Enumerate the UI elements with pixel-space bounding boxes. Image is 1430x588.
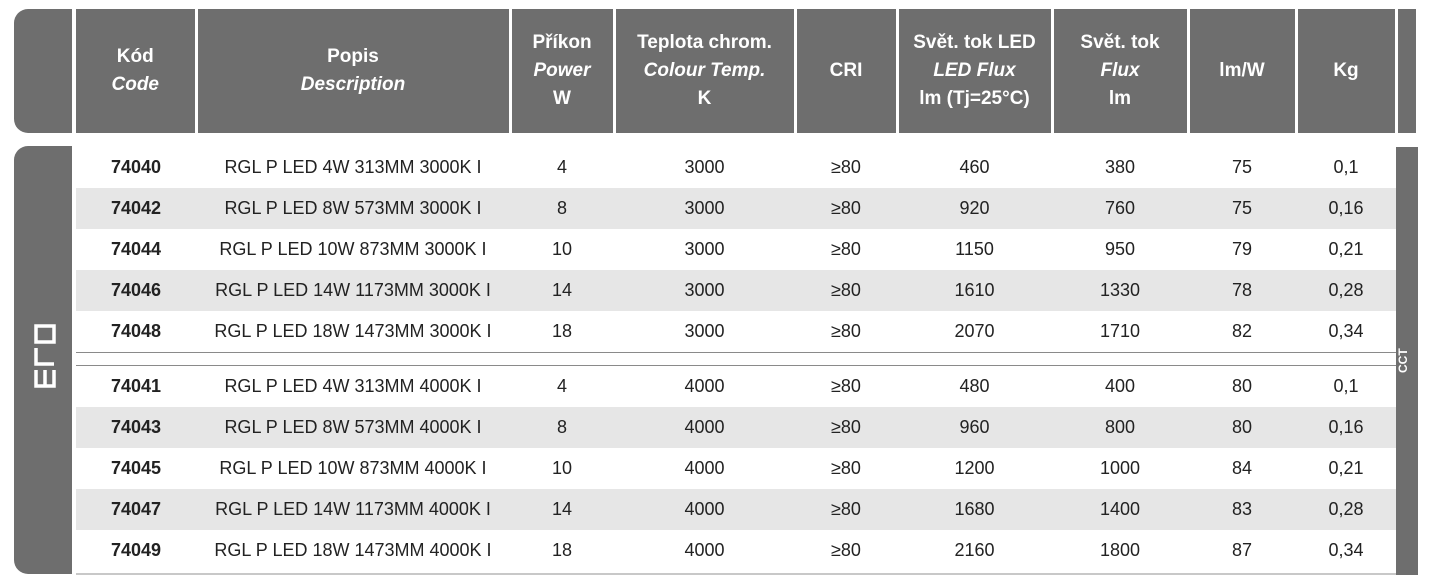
- cell-cri: ≥80: [795, 366, 897, 408]
- cell-power: 10: [510, 229, 614, 270]
- cell-temp: 3000: [614, 188, 795, 229]
- cell-ledflux: 1150: [897, 229, 1052, 270]
- table-row: [76, 311, 1396, 353]
- cell-power: 4: [510, 366, 614, 408]
- cell-lmw: 79: [1188, 229, 1296, 270]
- cell-temp: 4000: [614, 448, 795, 489]
- cell-flux: 1330: [1052, 270, 1188, 311]
- cell-kg: 0,16: [1296, 407, 1396, 448]
- cell-ledflux: 1610: [897, 270, 1052, 311]
- col-header-lm-per-w: lm/W: [1188, 9, 1296, 133]
- cell-code: 74045: [76, 448, 196, 489]
- left-side-tab-header: [14, 9, 72, 133]
- table-row: [76, 147, 1396, 188]
- col-header-colour-temp: Teplota chrom. Colour Temp. K: [614, 9, 795, 133]
- col-header-led-flux: Svět. tok LED LED Flux lm (Tj=25°C): [897, 9, 1052, 133]
- table-row: [76, 407, 1396, 448]
- cell-code: 74047: [76, 489, 196, 530]
- cell-code: 74048: [76, 311, 196, 353]
- cell-cri: ≥80: [795, 311, 897, 353]
- table-row: [76, 448, 1396, 489]
- cell-kg: 0,16: [1296, 188, 1396, 229]
- cell-ledflux: 960: [897, 407, 1052, 448]
- cell-ledflux: 480: [897, 366, 1052, 408]
- table-row: [76, 270, 1396, 311]
- cell-lmw: 80: [1188, 407, 1296, 448]
- cell-kg: 0,1: [1296, 366, 1396, 408]
- cell-desc: RGL P LED 8W 573MM 3000K I: [196, 188, 510, 229]
- cct-label: CCT: [1396, 348, 1410, 374]
- cell-lmw: 80: [1188, 366, 1296, 408]
- cell-code: 74043: [76, 407, 196, 448]
- cell-kg: 0,28: [1296, 270, 1396, 311]
- table-header: [76, 9, 1416, 133]
- cell-kg: 0,34: [1296, 311, 1396, 353]
- cell-cri: ≥80: [795, 448, 897, 489]
- cell-desc: RGL P LED 14W 1173MM 4000K I: [196, 489, 510, 530]
- cell-code: 74040: [76, 147, 196, 188]
- cell-lmw: 87: [1188, 530, 1296, 571]
- cell-desc: RGL P LED 4W 313MM 4000K I: [196, 366, 510, 408]
- bottom-rule: [76, 573, 1396, 575]
- cell-code: 74041: [76, 366, 196, 408]
- cell-flux: 1800: [1052, 530, 1188, 571]
- cell-temp: 4000: [614, 407, 795, 448]
- cell-desc: RGL P LED 8W 573MM 4000K I: [196, 407, 510, 448]
- cell-lmw: 75: [1188, 147, 1296, 188]
- cell-flux: 1710: [1052, 311, 1188, 353]
- cell-power: 8: [510, 188, 614, 229]
- cell-cri: ≥80: [795, 407, 897, 448]
- cell-desc: RGL P LED 4W 313MM 3000K I: [196, 147, 510, 188]
- cell-ledflux: 1200: [897, 448, 1052, 489]
- cell-power: 18: [510, 311, 614, 353]
- cell-kg: 0,34: [1296, 530, 1396, 571]
- cell-kg: 0,28: [1296, 489, 1396, 530]
- cell-temp: 4000: [614, 366, 795, 408]
- col-header-spacer: [1396, 9, 1416, 133]
- group-separator: [76, 353, 1396, 366]
- cell-power: 18: [510, 530, 614, 571]
- table-row: [76, 366, 1396, 408]
- table-row: [76, 188, 1396, 229]
- cell-flux: 1000: [1052, 448, 1188, 489]
- table-row: [76, 489, 1396, 530]
- cell-flux: 950: [1052, 229, 1188, 270]
- cell-code: 74042: [76, 188, 196, 229]
- cell-flux: 800: [1052, 407, 1188, 448]
- cell-desc: RGL P LED 18W 1473MM 4000K I: [196, 530, 510, 571]
- cell-lmw: 82: [1188, 311, 1296, 353]
- cell-ledflux: 920: [897, 188, 1052, 229]
- cell-code: 74044: [76, 229, 196, 270]
- cell-temp: 4000: [614, 489, 795, 530]
- table-row: [76, 530, 1396, 571]
- cell-kg: 0,1: [1296, 147, 1396, 188]
- cell-temp: 3000: [614, 311, 795, 353]
- cell-temp: 3000: [614, 270, 795, 311]
- cell-flux: 760: [1052, 188, 1188, 229]
- cell-cri: ≥80: [795, 188, 897, 229]
- cell-flux: 1400: [1052, 489, 1188, 530]
- cell-temp: 3000: [614, 147, 795, 188]
- table-row: [76, 229, 1396, 270]
- cell-lmw: 84: [1188, 448, 1296, 489]
- col-header-code: Kód Code: [76, 9, 196, 133]
- cell-temp: 3000: [614, 229, 795, 270]
- cell-flux: 380: [1052, 147, 1188, 188]
- cell-temp: 4000: [614, 530, 795, 571]
- col-header-flux: Svět. tok Flux lm: [1052, 9, 1188, 133]
- col-header-power: Příkon Power W: [510, 9, 614, 133]
- cell-lmw: 83: [1188, 489, 1296, 530]
- cell-ledflux: 460: [897, 147, 1052, 188]
- cell-code: 74049: [76, 530, 196, 571]
- cell-cri: ≥80: [795, 270, 897, 311]
- cell-power: 8: [510, 407, 614, 448]
- cell-ledflux: 2160: [897, 530, 1052, 571]
- cell-desc: RGL P LED 10W 873MM 3000K I: [196, 229, 510, 270]
- cell-kg: 0,21: [1296, 448, 1396, 489]
- cell-ledflux: 1680: [897, 489, 1052, 530]
- cell-desc: RGL P LED 18W 1473MM 3000K I: [196, 311, 510, 353]
- col-header-description: Popis Description: [196, 9, 510, 133]
- cell-power: 10: [510, 448, 614, 489]
- cell-code: 74046: [76, 270, 196, 311]
- cell-power: 14: [510, 270, 614, 311]
- cell-cri: ≥80: [795, 489, 897, 530]
- product-table: [76, 147, 1396, 571]
- col-header-kg: Kg: [1296, 9, 1396, 133]
- cell-cri: ≥80: [795, 147, 897, 188]
- led-icon: [34, 324, 56, 388]
- cell-lmw: 78: [1188, 270, 1296, 311]
- col-header-cri: CRI: [795, 9, 897, 133]
- cell-kg: 0,21: [1296, 229, 1396, 270]
- cell-flux: 400: [1052, 366, 1188, 408]
- cell-ledflux: 2070: [897, 311, 1052, 353]
- cell-cri: ≥80: [795, 229, 897, 270]
- cell-desc: RGL P LED 14W 1173MM 3000K I: [196, 270, 510, 311]
- cell-desc: RGL P LED 10W 873MM 4000K I: [196, 448, 510, 489]
- cell-power: 4: [510, 147, 614, 188]
- cell-lmw: 75: [1188, 188, 1296, 229]
- cell-power: 14: [510, 489, 614, 530]
- cell-cri: ≥80: [795, 530, 897, 571]
